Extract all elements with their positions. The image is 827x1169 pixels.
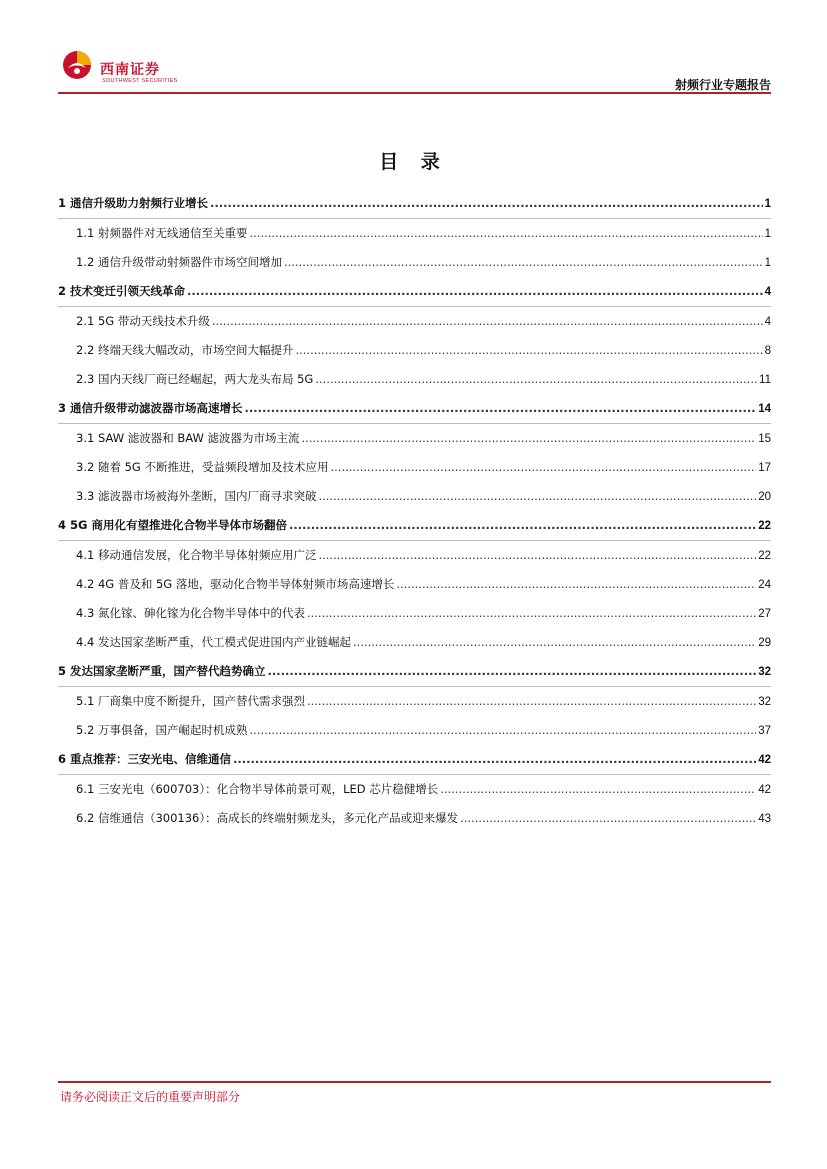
toc-chapter-entry[interactable] <box>58 278 771 307</box>
toc-page-number: 43 <box>758 813 771 825</box>
toc-dot-leader <box>212 308 763 334</box>
toc-page-number: 1 <box>764 257 771 269</box>
toc-entry-title: 4.3 氮化镓、砷化镓为化合物半导体中的代表 <box>76 606 305 620</box>
toc-page-number: 22 <box>758 550 771 562</box>
toc-section-entry[interactable] <box>58 483 771 512</box>
toc-page-number: 14 <box>758 403 771 415</box>
toc-page-number: 1 <box>764 198 771 210</box>
toc-entry-title: 5.1 厂商集中度不断提升，国产替代需求强烈 <box>76 694 305 708</box>
toc-entry-title: 6.1 三安光电（600703）：化合物半导体前景可观，LED 芯片稳健增长 <box>76 782 439 796</box>
toc-entry-title: 4.4 发达国家垄断严重，代工模式促进国内产业链崛起 <box>76 635 351 649</box>
toc-dot-leader <box>302 425 757 451</box>
toc-dot-leader <box>396 571 756 597</box>
table-of-contents <box>58 190 771 834</box>
toc-page-number: 32 <box>758 666 771 678</box>
toc-dot-leader <box>440 776 756 802</box>
toc-chapter-entry[interactable] <box>58 395 771 424</box>
toc-dot-leader <box>353 629 756 655</box>
toc-dot-leader <box>268 658 757 684</box>
toc-dot-leader <box>187 278 763 304</box>
toc-section-entry[interactable] <box>58 717 771 746</box>
toc-entry-title: 5.2 万事俱备，国产崛起时机成熟 <box>76 723 248 737</box>
toc-section-entry[interactable] <box>58 542 771 571</box>
toc-entry-title: 6.2 信维通信（300136）：高成长的终端射频龙头，多元化产品或迎来爆发 <box>76 811 459 825</box>
toc-entry-title: 4.1 移动通信发展，化合物半导体射频应用广泛 <box>76 548 317 562</box>
toc-entry-title: 2.1 5G 带动天线技术升级 <box>76 314 210 328</box>
toc-page-number: 11 <box>759 374 771 386</box>
toc-dot-leader <box>210 190 763 216</box>
toc-page-number: 37 <box>758 725 771 737</box>
toc-entry-title: 3.3 滤波器市场被海外垄断，国内厂商寻求突破 <box>76 489 317 503</box>
toc-section-entry[interactable] <box>58 600 771 629</box>
toc-page-number: 8 <box>764 345 771 357</box>
toc-dot-leader <box>233 746 756 772</box>
toc-section-entry[interactable] <box>58 366 771 395</box>
toc-entry-title: 2 技术变迁引领天线革命 <box>58 284 186 298</box>
toc-section-entry[interactable] <box>58 249 771 278</box>
toc-entry-title: 1.1 射频器件对无线通信至关重要 <box>76 226 248 240</box>
toc-dot-leader <box>307 688 756 714</box>
toc-dot-leader <box>318 542 756 568</box>
toc-entry-title: 1 通信升级助力射频行业增长 <box>58 196 209 210</box>
toc-section-entry[interactable] <box>58 308 771 337</box>
page-header <box>58 44 771 94</box>
toc-section-entry[interactable] <box>58 776 771 805</box>
toc-heading: 目 录 <box>379 151 448 173</box>
toc-chapter-entry[interactable] <box>58 512 771 541</box>
toc-dot-leader <box>245 395 757 421</box>
toc-dot-leader <box>330 454 756 480</box>
toc-entry-title: 3.2 随着 5G 不断推进，受益频段增加及技术应用 <box>76 460 329 474</box>
toc-entry-title: 4 5G 商用化有望推进化合物半导体市场翻倍 <box>58 518 287 532</box>
toc-section-entry[interactable] <box>58 688 771 717</box>
toc-chapter-entry[interactable] <box>58 746 771 775</box>
footer-disclaimer: 请务必阅读正文后的重要声明部分 <box>60 1090 241 1104</box>
toc-page-number: 42 <box>758 754 771 766</box>
toc-dot-leader <box>249 220 762 246</box>
logo-chinese-name: 西南证券 <box>100 62 160 78</box>
toc-page-number: 32 <box>758 696 771 708</box>
toc-entry-title: 2.3 国内天线厂商已经崛起，两大龙头布局 5G <box>76 372 314 386</box>
toc-page-number: 27 <box>758 608 771 620</box>
toc-section-entry[interactable] <box>58 805 771 834</box>
toc-page-number: 22 <box>758 520 771 532</box>
toc-dot-leader <box>249 717 756 743</box>
header-divider <box>58 92 771 94</box>
toc-dot-leader <box>315 366 757 392</box>
toc-section-entry[interactable] <box>58 629 771 658</box>
toc-entry-title: 5 发达国家垄断严重，国产替代趋势确立 <box>58 664 266 678</box>
logo-english-name: SOUTHWEST SECURITIES <box>102 78 178 84</box>
toc-page-number: 42 <box>758 784 771 796</box>
toc-page-number: 17 <box>758 462 771 474</box>
toc-dot-leader <box>284 249 763 275</box>
toc-section-entry[interactable] <box>58 454 771 483</box>
toc-page-number: 20 <box>758 491 771 503</box>
toc-dot-leader <box>307 600 756 626</box>
toc-page-number: 15 <box>758 433 771 445</box>
toc-entry-title: 3.1 SAW 滤波器和 BAW 滤波器为市场主流 <box>76 431 300 445</box>
company-logo <box>62 50 182 90</box>
toc-dot-leader <box>318 483 756 509</box>
footer-divider <box>58 1081 771 1083</box>
toc-entry-title: 1.2 通信升级带动射频器件市场空间增加 <box>76 255 282 269</box>
toc-chapter-entry[interactable] <box>58 190 771 219</box>
toc-section-entry[interactable] <box>58 220 771 249</box>
toc-dot-leader <box>295 337 762 363</box>
toc-entry-title: 2.2 终端天线大幅改动，市场空间大幅提升 <box>76 343 294 357</box>
toc-dot-leader <box>289 512 756 538</box>
toc-page-number: 24 <box>758 579 771 591</box>
toc-dot-leader <box>460 805 756 831</box>
toc-section-entry[interactable] <box>58 337 771 366</box>
logo-emblem-icon <box>62 50 92 80</box>
toc-entry-title: 6 重点推荐：三安光电、信维通信 <box>58 752 232 766</box>
toc-page-number: 4 <box>764 286 771 298</box>
toc-entry-title: 4.2 4G 普及和 5G 落地，驱动化合物半导体射频市场高速增长 <box>76 577 395 591</box>
toc-section-entry[interactable] <box>58 425 771 454</box>
toc-page-number: 29 <box>758 637 771 649</box>
toc-chapter-entry[interactable] <box>58 658 771 687</box>
toc-entry-title: 3 通信升级带动滤波器市场高速增长 <box>58 401 243 415</box>
report-title: 射频行业专题报告 <box>674 78 771 92</box>
toc-page-number: 4 <box>764 316 771 328</box>
toc-page-number: 1 <box>764 228 771 240</box>
toc-section-entry[interactable] <box>58 571 771 600</box>
